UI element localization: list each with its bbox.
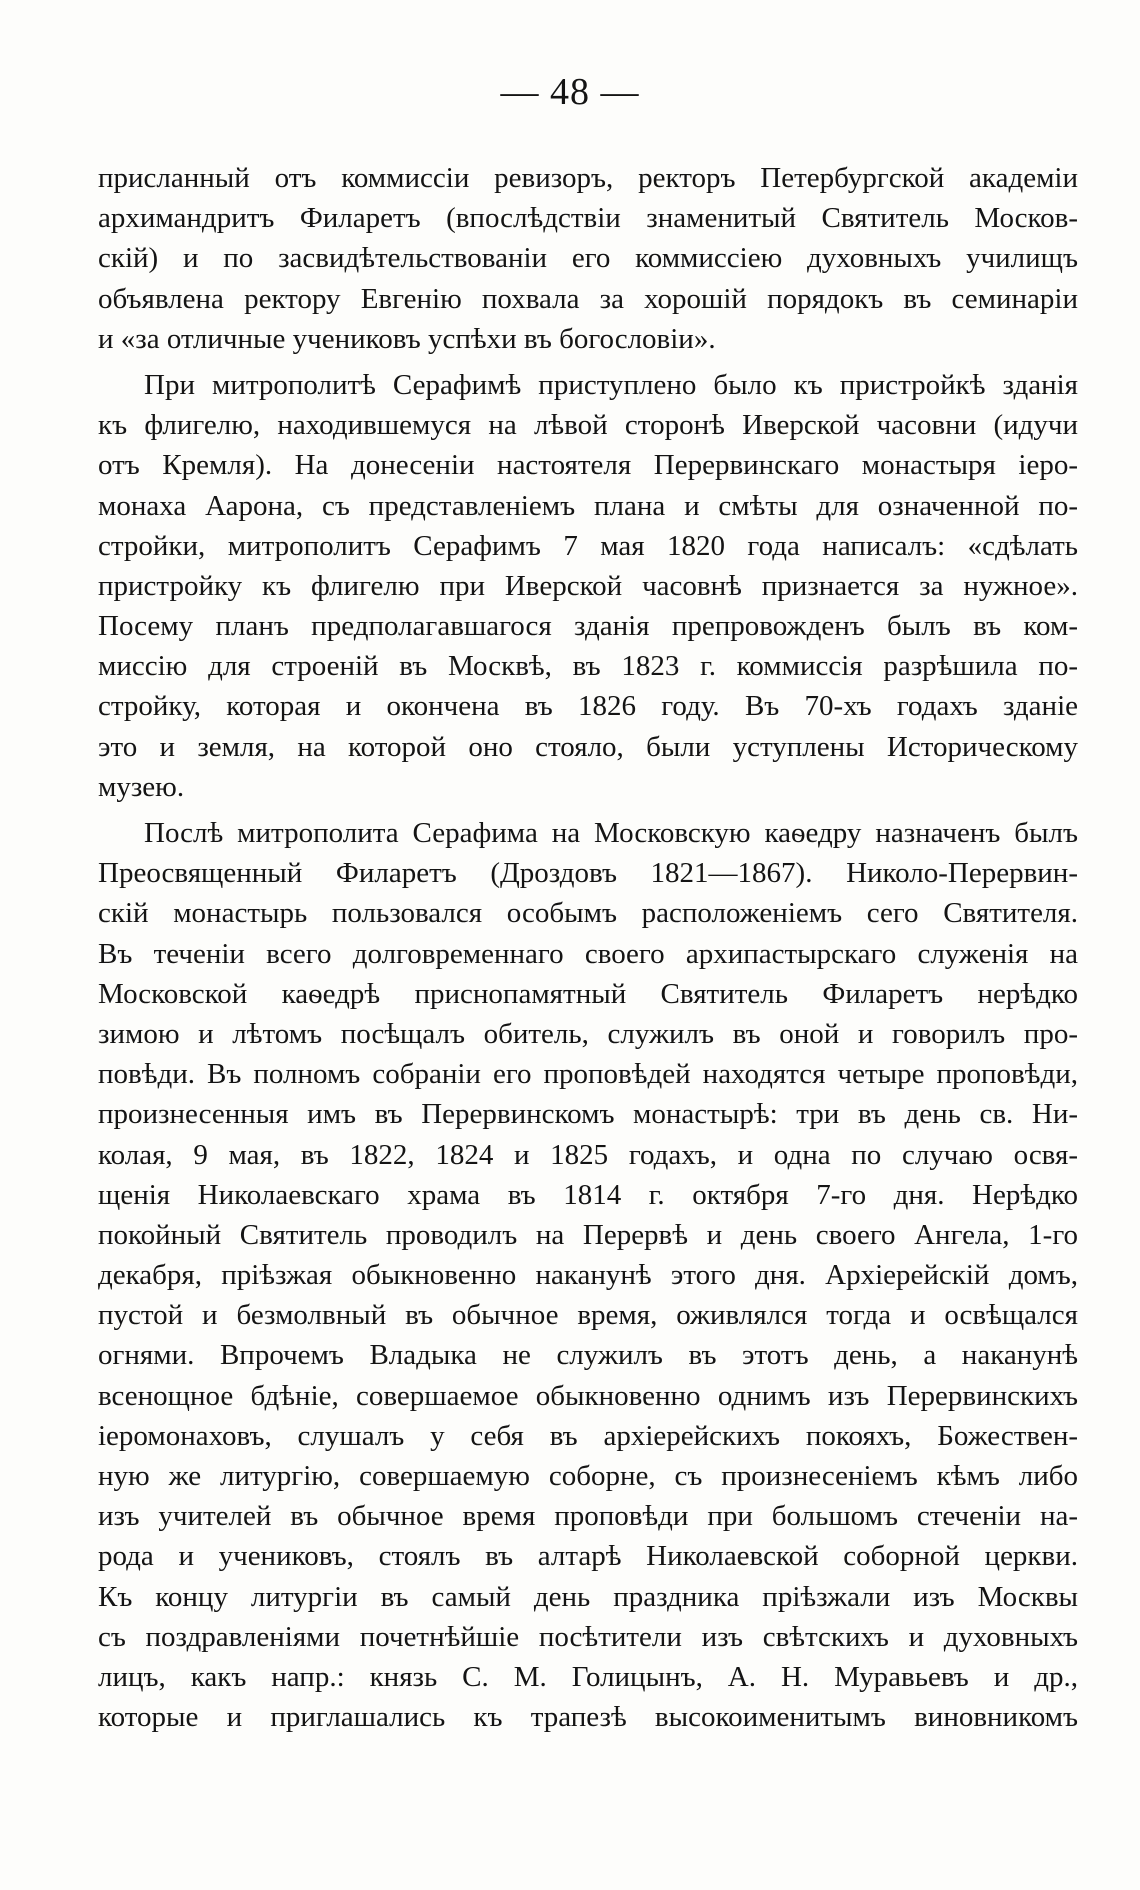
text-line: и «за отличные учениковъ успѣхи въ богословіи».: [98, 322, 716, 355]
text-line: скій монастырь пользовался особымъ расположеніемъ сего Святителя.: [98, 897, 1078, 930]
text-line: лицъ, какъ напр.: князь С. М. Голицынъ, А. Н. Муравьевъ и др.,: [98, 1660, 1078, 1693]
text-line: миссію для строеній въ Москвѣ, въ 1823 г. коммиссія разрѣшила по-: [98, 650, 1078, 683]
text-line: монаха Аарона, съ представленіемъ плана и смѣты для означенной по-: [98, 489, 1078, 522]
text-line: объявлена ректору Евгенію похвала за хорошій порядокъ въ семинаріи: [98, 282, 1078, 315]
text-line: произнесенныя имъ въ Перервинскомъ монастырѣ: три въ день св. Ни-: [98, 1098, 1078, 1131]
text-line: Преосвященный Филаретъ (Дроздовъ 1821—1867). Николо-Перервин-: [98, 857, 1078, 890]
text-line: щенія Николаевскаго храма въ 1814 г. октября 7-го дня. Нерѣдко: [98, 1178, 1078, 1211]
text-line: Посему планъ предполагавшагося зданія препровожденъ былъ въ ком-: [98, 610, 1078, 643]
body-text: [98, 158, 1078, 1737]
text-line: покойный Святитель проводилъ на Перервѣ и день своего Ангела, 1-го: [98, 1218, 1078, 1251]
text-line: скій) и по засвидѣтельствованіи его коммиссіею духовныхъ училищъ: [98, 242, 1078, 275]
text-line: огнями. Впрочемъ Владыка не служилъ въ этотъ день, а наканунѣ: [98, 1339, 1078, 1372]
text-line: отъ Кремля). На донесеніи настоятеля Перервинскаго монастыря іеро-: [98, 449, 1078, 482]
text-line: Къ концу литургіи въ самый день праздника пріѣзжали изъ Москвы: [98, 1580, 1078, 1613]
text-line: музею.: [98, 770, 185, 803]
text-line: присланный отъ коммиссіи ревизоръ, ректоръ Петербургской академіи: [98, 162, 1078, 194]
text-line: пристройку къ флигелю при Иверской часовнѣ признается за нужное».: [98, 569, 1078, 602]
text-line: повѣди. Въ полномъ собраніи его проповѣдей находятся четыре проповѣди,: [98, 1058, 1078, 1091]
text-line: стройки, митрополитъ Серафимъ 7 мая 1820 года написалъ: «сдѣлать: [98, 529, 1078, 562]
text-line: изъ учителей въ обычное время проповѣди при большомъ стеченіи на-: [98, 1500, 1078, 1533]
text-line: зимою и лѣтомъ посѣщалъ обитель, служилъ въ оной и говорилъ про-: [98, 1017, 1078, 1050]
text-line: іеромонаховъ, слушалъ у себя въ архіерейскихъ покояхъ, Божествен-: [98, 1419, 1078, 1452]
text-line: съ поздравленіями почетнѣйшіе посѣтители изъ свѣтскихъ и духовныхъ: [98, 1620, 1078, 1653]
text-line: колая, 9 мая, въ 1822, 1824 и 1825 годахъ, и одна по случаю освя-: [98, 1138, 1078, 1171]
text-line: къ флигелю, находившемуся на лѣвой сторонѣ Иверской часовни (идучи: [98, 409, 1078, 442]
text-line: стройку, которая и окончена въ 1826 году. Въ 70-хъ годахъ зданіе: [98, 690, 1078, 723]
text-line: рода и учениковъ, стоялъ въ алтарѣ Николаевской соборной церкви.: [98, 1540, 1078, 1573]
text-line: Въ теченіи всего долговременнаго своего архипастырскаго служенія на: [98, 937, 1078, 970]
text-line: это и земля, на которой оно стояло, были уступлены Историческому: [98, 730, 1078, 763]
text-line: пустой и безмолвный въ обычное время, оживлялся тогда и освѣщался: [98, 1299, 1078, 1332]
text-line: которые и приглашались къ трапезѣ высокоименитымъ виновникомъ: [98, 1701, 1078, 1734]
text-line: Московской каѳедрѣ приснопамятный Святитель Филаретъ нерѣдко: [98, 977, 1078, 1010]
text-line: Послѣ митрополита Серафима на Московскую каѳедру назначенъ былъ: [144, 817, 1078, 849]
text-line: ную же литургію, совершаемую соборне, съ произнесеніемъ кѣмъ либо: [98, 1460, 1078, 1492]
text-line: всенощное бдѣніе, совершаемое обыкновенно однимъ изъ Перервинскихъ: [98, 1379, 1078, 1412]
text-line: архимандритъ Филаретъ (впослѣдствіи знаменитый Святитель Москов-: [98, 202, 1078, 235]
text-line: декабря, пріѣзжая обыкновенно наканунѣ этого дня. Архіерейскій домъ,: [98, 1259, 1078, 1292]
text-line: При митрополитѣ Серафимѣ приступлено было къ пристройкѣ зданія: [144, 368, 1078, 401]
page-number: — 48 —: [500, 71, 640, 113]
